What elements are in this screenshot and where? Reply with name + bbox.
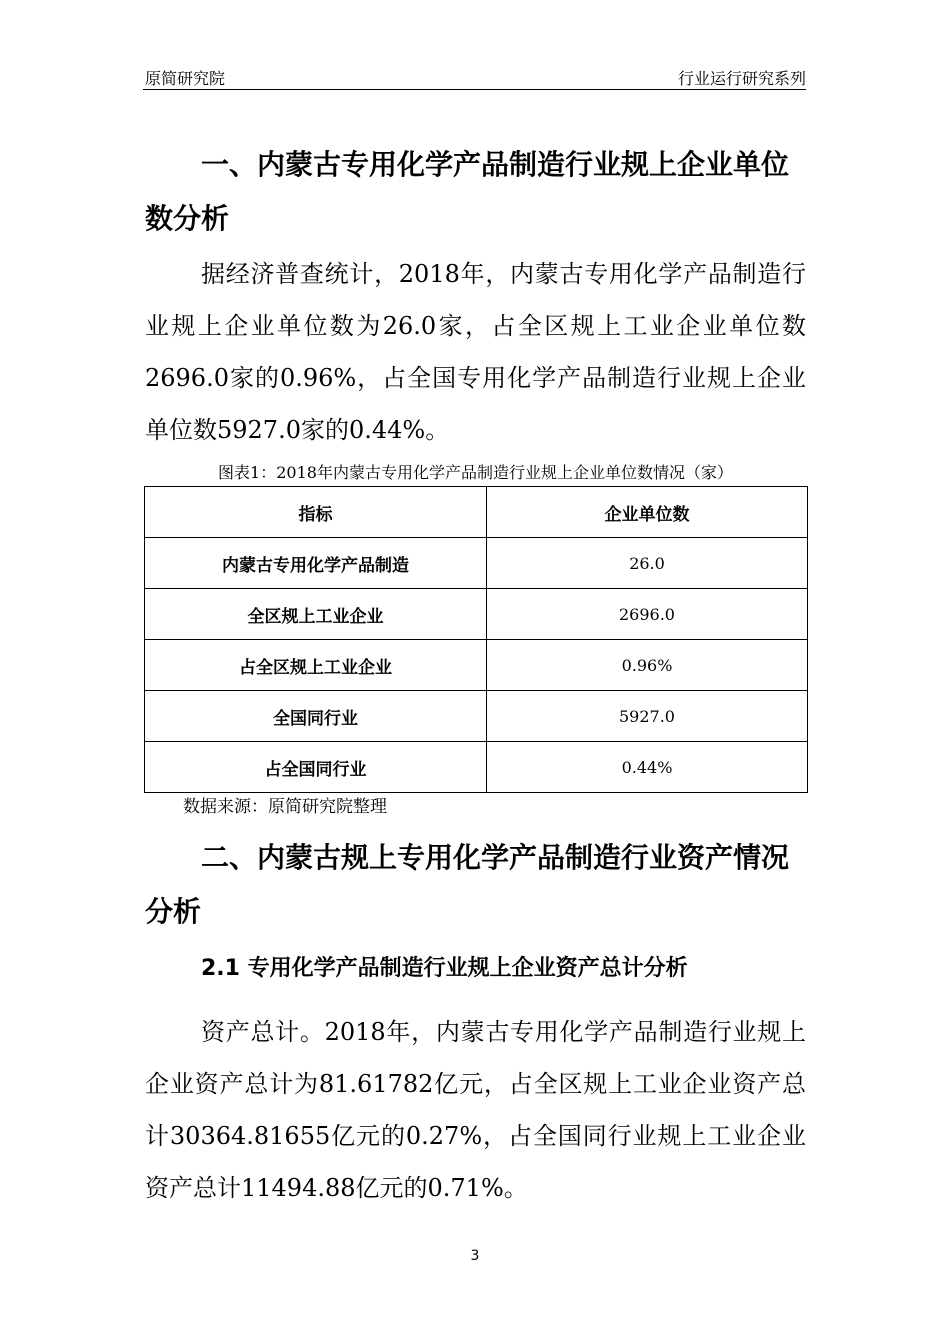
enterprise-count-table — [144, 486, 808, 793]
table1-caption: 图表1：2018年内蒙古专用化学产品制造行业规上企业单位数情况（家） — [218, 463, 733, 482]
table-header-row — [145, 487, 808, 538]
table-row-label: 全区规上工业企业 — [145, 589, 487, 640]
header-org-name: 原简研究院 — [145, 69, 226, 88]
header-divider — [143, 89, 806, 90]
table-row-value: 2696.0 — [487, 589, 808, 640]
section1-paragraph: 据经济普查统计，2018年，内蒙古专用化学产品制造行业规上企业单位数为26.0家，占全区规上工业企业单位数2696.0家的0.96%，占全国专用化学产品制造行业规上企业单位数5927.0家的0.44%。 — [145, 260, 806, 444]
table-row-label: 占全国同行业 — [145, 742, 487, 793]
table-row-value: 26.0 — [487, 538, 808, 589]
table-row-label: 全国同行业 — [145, 691, 487, 742]
table-row-label: 占全区规上工业企业 — [145, 640, 487, 691]
section2-subheading: 2.1 专用化学产品制造行业规上企业资产总计分析 — [201, 956, 688, 981]
table-row — [145, 691, 808, 742]
section2-paragraph: 资产总计。2018年，内蒙古专用化学产品制造行业规上企业资产总计为81.61782亿元，占全区规上工业企业资产总计30364.81655亿元的0.27%，占全国同行业规上工业企业资产总计11494.88亿元的0.71%。 — [145, 1018, 806, 1202]
table-row — [145, 589, 808, 640]
table-row — [145, 742, 808, 793]
table-row — [145, 538, 808, 589]
header-series-name: 行业运行研究系列 — [677, 69, 806, 88]
section2-heading: 二、内蒙古规上专用化学产品制造行业资产情况分析 — [145, 841, 790, 928]
table-row — [145, 640, 808, 691]
section1-heading: 一、内蒙古专用化学产品制造行业规上企业单位数分析 — [145, 148, 790, 235]
table1-source-note: 数据来源：原简研究院整理 — [183, 797, 387, 817]
table-row-value: 0.96% — [487, 640, 808, 691]
page-number: 3 — [470, 1248, 480, 1264]
table-row-value: 5927.0 — [487, 691, 808, 742]
table-header-indicator: 指标 — [145, 487, 487, 538]
table-header-count: 企业单位数 — [487, 487, 808, 538]
table-row-label: 内蒙古专用化学产品制造 — [145, 538, 487, 589]
table-row-value: 0.44% — [487, 742, 808, 793]
